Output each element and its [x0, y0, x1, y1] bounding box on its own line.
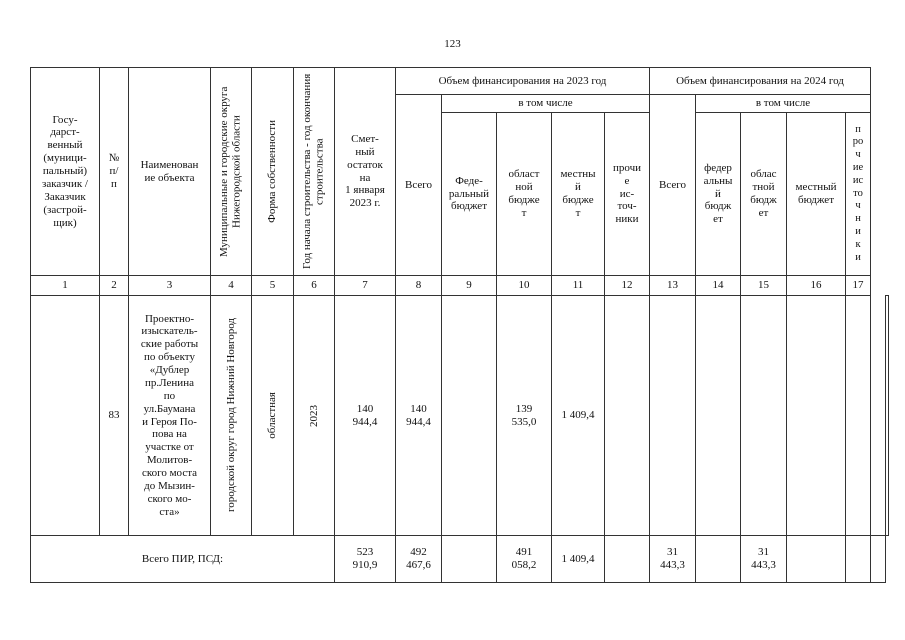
cell-total-2023: 140 944,4: [396, 296, 442, 536]
data-row-83: [31, 296, 889, 536]
cell-federal-2024: [696, 296, 741, 536]
totals-other-2023: [605, 536, 650, 583]
totals-total-2024: 31 443,3: [650, 536, 696, 583]
totals-regional-2024: 31 443,3: [741, 536, 787, 583]
cell-total-2024: [650, 296, 696, 536]
cell-regional-2023: 139 535,0: [497, 296, 552, 536]
cell-municipality: городской округ город Нижний Новгород: [211, 296, 252, 536]
header-regional-2023: област ной бюдже т: [497, 113, 552, 276]
column-numbers-row: [31, 276, 889, 296]
cell-margin: [886, 296, 889, 536]
col-num: 14: [696, 276, 741, 296]
cell-estimate: 140 944,4: [335, 296, 396, 536]
cell-other-2024: [846, 296, 871, 536]
totals-label: Всего ПИР, ПСД:: [31, 536, 335, 583]
header-including-2023: в том числе: [442, 95, 650, 113]
col-num: 6: [294, 276, 335, 296]
header-municipality: Муниципальные и городские округа Нижегородской области: [211, 68, 252, 276]
cell-number: 83: [100, 296, 129, 536]
cell-ownership: областная: [252, 296, 294, 536]
col-num: 15: [741, 276, 787, 296]
col-num: 11: [552, 276, 605, 296]
cell-regional-2024: [741, 296, 787, 536]
col-num: 12: [605, 276, 650, 296]
header-including-2024: в том числе: [696, 95, 871, 113]
col-num: 5: [252, 276, 294, 296]
col-num: 10: [497, 276, 552, 296]
header-total-2024: Всего: [650, 95, 696, 276]
header-local-2024: местный бюджет: [787, 113, 846, 276]
col-num: 9: [442, 276, 497, 296]
header-regional-2024: облас тной бюдж ет: [741, 113, 787, 276]
cell-customer: [31, 296, 100, 536]
cell-other-2023: [605, 296, 650, 536]
cell-years: 2023: [294, 296, 335, 536]
header-other-2024: п ро ч ие ис то ч н и к и: [846, 113, 871, 276]
header-federal-2023: Феде- ральный бюджет: [442, 113, 497, 276]
header-years: Год начала строительства - год окончания строительства: [294, 68, 335, 276]
header-fin-2024: Объем финансирования на 2024 год: [650, 68, 871, 95]
col-num: 4: [211, 276, 252, 296]
financing-table: [30, 67, 889, 583]
totals-federal-2023: [442, 536, 497, 583]
totals-local-2024: [787, 536, 846, 583]
col-num: 1: [31, 276, 100, 296]
col-num: 16: [787, 276, 846, 296]
header-ownership: Форма собственности: [252, 68, 294, 276]
totals-total-2023: 492 467,6: [396, 536, 442, 583]
header-customer: Госу- дарст- венный (муници- пальный) заказчик / Заказчик (застрой- щик): [31, 68, 100, 276]
totals-other-2024: [846, 536, 871, 583]
totals-local-2023: 1 409,4: [552, 536, 605, 583]
cell-object-name: Проектно- изыскатель- ские работы по объекту «Дублер пр.Ленина по ул.Баумана и Героя По- пова на участке от Молитов- ского моста до Мызин- ского мо- ста»: [129, 296, 211, 536]
totals-margin: [871, 536, 886, 583]
totals-estimate: 523 910,9: [335, 536, 396, 583]
header-object-name: Наименован ие объекта: [129, 68, 211, 276]
col-num: 2: [100, 276, 129, 296]
totals-federal-2024: [696, 536, 741, 583]
cell-local-2023: 1 409,4: [552, 296, 605, 536]
header-local-2023: местны й бюдже т: [552, 113, 605, 276]
right-margin: [871, 68, 886, 536]
page-number: 123: [444, 38, 461, 50]
header-estimate: Смет- ный остаток на 1 января 2023 г.: [335, 68, 396, 276]
totals-row: [31, 536, 889, 583]
header-fin-2023: Объем финансирования на 2023 год: [396, 68, 650, 95]
col-num: 3: [129, 276, 211, 296]
col-num: 17: [846, 276, 871, 296]
cell-federal-2023: [442, 296, 497, 536]
header-total-2023: Всего: [396, 95, 442, 276]
header-other-2023: прочи е ис- точ- ники: [605, 113, 650, 276]
totals-regional-2023: 491 058,2: [497, 536, 552, 583]
col-num: 13: [650, 276, 696, 296]
cell-local-2024: [787, 296, 846, 536]
col-num: 7: [335, 276, 396, 296]
header-number: № п/ п: [100, 68, 129, 276]
header-row-1: [31, 68, 889, 95]
header-federal-2024: федер альны й бюдж ет: [696, 113, 741, 276]
col-num: 8: [396, 276, 442, 296]
